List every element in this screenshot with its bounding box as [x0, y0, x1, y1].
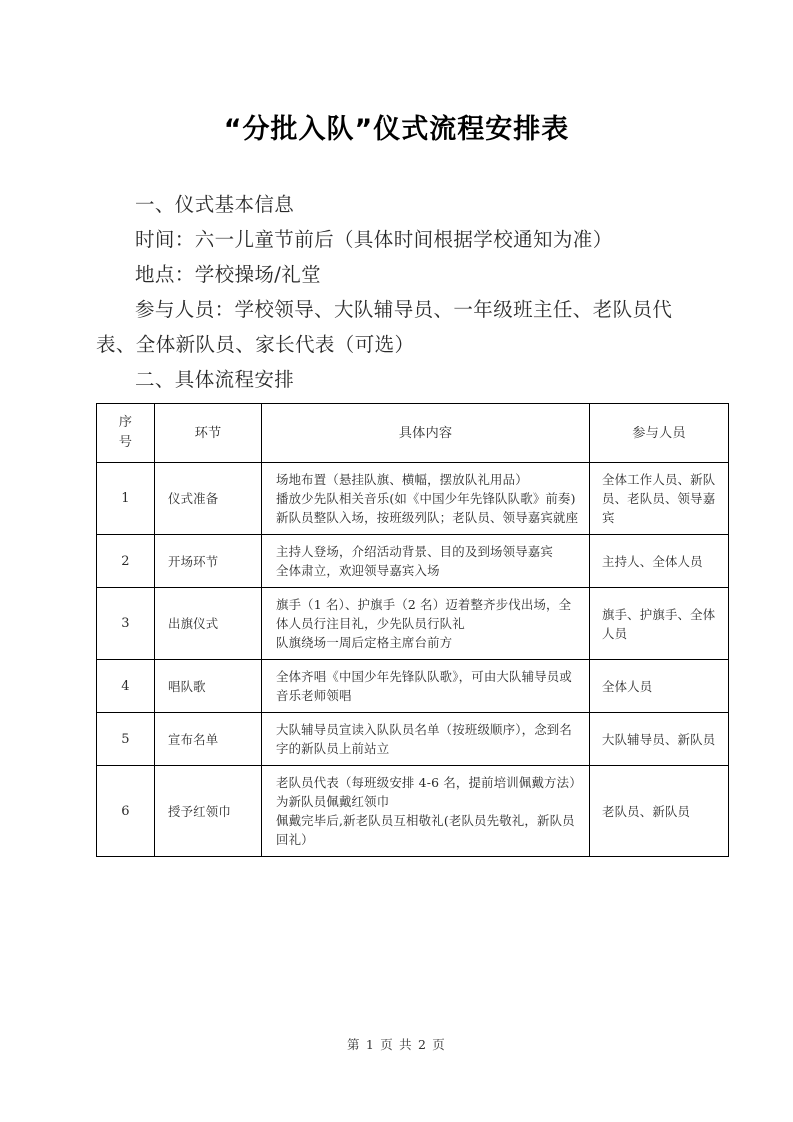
cell-no: 5: [97, 713, 155, 766]
cell-stage: 出旗仪式: [155, 588, 262, 660]
cell-no: 3: [97, 588, 155, 660]
cell-detail: [262, 660, 590, 713]
header-cell-stage: 环节: [155, 404, 262, 463]
cell-people: 主持人、全体人员: [590, 535, 729, 588]
table-body: [97, 463, 729, 857]
cell-detail-line: 旗手（1 名）、护旗手（2 名）迈着整齐步伐出场，全体人员行注目礼，少先队员行队礼: [276, 597, 572, 632]
header-cell-detail: 具体内容: [262, 404, 590, 463]
flow-table: [96, 403, 729, 857]
cell-detail: [262, 588, 590, 660]
participants-line: 参与人员：学校领导、大队辅导员、一年级班主任、老队员代表、全体新队员、家长代表（可选）: [96, 298, 673, 357]
place-line: 地点：学校操场/礼堂: [135, 263, 322, 287]
table-row: [97, 766, 729, 857]
cell-people: 旗手、护旗手、全体人员: [590, 588, 729, 660]
cell-detail-line: 新队员整队入场，按班级列队；老队员、领导嘉宾就座: [276, 510, 579, 526]
table-row: [97, 588, 729, 660]
cell-people: 大队辅导员、新队员: [590, 713, 729, 766]
intro-section: [96, 187, 697, 397]
header-no-line1: 序: [118, 415, 133, 431]
cell-detail: [262, 535, 590, 588]
cell-people: 全体人员: [590, 660, 729, 713]
cell-stage: 授予红领巾: [155, 766, 262, 857]
cell-stage: 开场环节: [155, 535, 262, 588]
cell-detail: [262, 766, 590, 857]
header-cell-no: [97, 404, 155, 463]
section-heading-one: 一、仪式基本信息: [135, 193, 295, 217]
cell-stage: 唱队歌: [155, 660, 262, 713]
cell-detail-line: 全体肃立，欢迎领导嘉宾入场: [276, 563, 440, 579]
cell-no: 2: [97, 535, 155, 588]
cell-people: 老队员、新队员: [590, 766, 729, 857]
table-row: [97, 463, 729, 535]
cell-no: 6: [97, 766, 155, 857]
cell-no: 1: [97, 463, 155, 535]
table-row: [97, 713, 729, 766]
cell-detail: [262, 713, 590, 766]
cell-detail-line: 场地布置（悬挂队旗、横幅，摆放队礼用品）: [276, 472, 528, 488]
cell-no: 4: [97, 660, 155, 713]
table-header-row: [97, 404, 729, 463]
section-heading-two: 二、具体流程安排: [135, 368, 295, 392]
page-footer: 第 1 页 共 2 页: [347, 1037, 446, 1052]
cell-detail-line: 老队员代表（每班级安排 4-6 名，提前培训佩戴方法）为新队员佩戴红领巾: [276, 775, 576, 810]
page-title: “分批入队”仪式流程安排表: [223, 114, 570, 145]
table-row: [97, 535, 729, 588]
cell-detail-line: 主持人登场，介绍活动背景、目的及到场领导嘉宾: [276, 544, 553, 560]
header-cell-people: 参与人员: [590, 404, 729, 463]
cell-stage: 宣布名单: [155, 713, 262, 766]
cell-people: 全体工作人员、新队员、老队员、领导嘉宾: [590, 463, 729, 535]
cell-stage: 仪式准备: [155, 463, 262, 535]
cell-detail: [262, 463, 590, 535]
cell-detail-line: 队旗绕场一周后定格主席台前方: [276, 635, 453, 651]
cell-detail-line: 佩戴完毕后,新老队员互相敬礼(老队员先敬礼，新队员回礼）: [276, 813, 575, 848]
time-line: 时间：六一儿童节前后（具体时间根据学校通知为准）: [135, 228, 613, 252]
cell-detail-line: 播放少先队相关音乐(如《中国少年先锋队队歌》前奏): [276, 491, 576, 507]
table-header: [97, 404, 729, 463]
cell-detail-line: 全体齐唱《中国少年先锋队队歌》，可由大队辅导员或音乐老师领唱: [276, 669, 572, 704]
table-row: [97, 660, 729, 713]
header-no-line2: 号: [118, 435, 133, 451]
cell-detail-line: 大队辅导员宣读入队队员名单（按班级顺序），念到名字的新队员上前站立: [276, 722, 572, 757]
